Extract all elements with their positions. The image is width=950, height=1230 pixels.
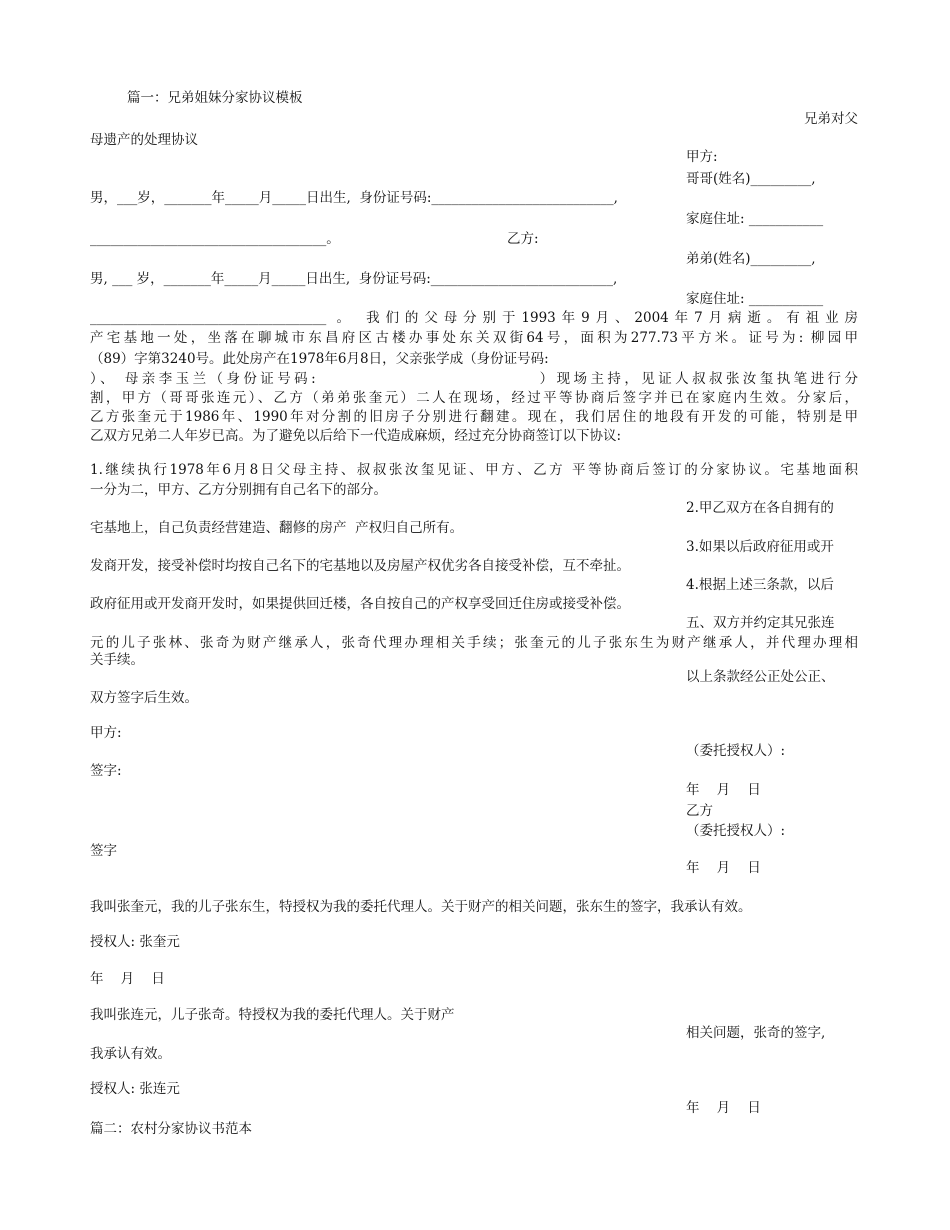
body-line-3: （89）字第3240号。此处房产在1978年6月8日，父亲张学成（身份证号码: (90, 351, 549, 367)
party-a-birth: 男，___岁，_______年_____月_____日出生, 身份证号码:___________________________, (90, 190, 618, 206)
party-a-address-a: 家庭住址: ___________ (686, 211, 824, 227)
authorization-1-signer: 授权人: 张奎元 (90, 934, 180, 950)
body-line-6: 乙方张奎元于1986年、1990年对分割的旧房子分别进行翻建。现在，我们居住的地段有开发的可能，特别是甲 (90, 409, 858, 425)
signature-party-b-date: 年 月 日 (686, 860, 761, 876)
clause-1-line-b: 一分为二，甲方、乙方分别拥有自己名下的部分。 (90, 482, 387, 498)
signature-party-a-date: 年 月 日 (686, 782, 761, 798)
section-title-2: 篇二：农村分家协议书范本 (90, 1121, 252, 1137)
signature-party-a-agent: （委托授权人）: (686, 743, 786, 759)
authorization-2-text-a: 我叫张连元，儿子张奇。特授权为我的委托代理人。关于财产 (90, 1007, 455, 1023)
signature-party-b-label: 乙方 (686, 803, 713, 819)
clause-2-line-a: 2.甲乙双方在各自拥有的 (686, 500, 834, 516)
party-b-name: 弟弟(姓名)_________, (686, 251, 816, 267)
body-line-4: ）、 母亲李玉兰（身份证号码: ）现场主持，见证人叔叔张汝玺执笔进行分 (90, 371, 858, 387)
clause-3-line-b: 发商开发，接受补偿时均按自己名下的宅基地以及房屋产权优劣各自接受补偿，互不牵扯。 (90, 558, 630, 574)
signature-party-b-sign: 签字 (90, 843, 117, 859)
clause-5-line-c: 关手续。 (90, 652, 144, 668)
closing-line-b: 双方签字后生效。 (90, 690, 198, 706)
intro-line-b: 母遗产的处理协议 (90, 132, 198, 148)
body-line-5: 割，甲方（哥哥张连元）、乙方（弟弟张奎元）二人在现场，经过平等协商后签字并已在家庭内生效。分家后， (90, 390, 858, 406)
party-b-label: 乙方: (507, 231, 539, 247)
authorization-2-signer: 授权人: 张连元 (90, 1081, 180, 1097)
body-line-2: 产宅基地一处，坐落在聊城市东昌府区古楼办事处东关双街64号，面积为277.73平方米。证号为: 柳园甲 (90, 330, 858, 346)
party-b-address-a: 家庭住址: ___________ (686, 291, 824, 307)
signature-party-a-sign: 签字: (90, 763, 122, 779)
authorization-2-text-b: 相关问题，张奇的签字, (686, 1025, 826, 1041)
party-a-name: 哥哥(姓名)_________, (686, 171, 816, 187)
clause-3-line-a: 3.如果以后政府征用或开 (686, 539, 834, 555)
signature-party-b-agent: （委托授权人）: (686, 823, 786, 839)
body-line-1: ___________________________________ 。 我们的父母分别于1993年9月、2004年7月病逝。有祖业房 (90, 310, 858, 326)
authorization-2-text-c: 我承认有效。 (90, 1046, 171, 1062)
clause-2-line-b: 宅基地上，自己负责经营建造、翻修的房产 产权归自己所有。 (90, 520, 464, 536)
authorization-2-date: 年 月 日 (686, 1100, 761, 1116)
closing-line-a: 以上条款经公正处公正、 (686, 669, 835, 685)
party-a-label: 甲方: (686, 149, 718, 165)
clause-4-line-b: 政府征用或开发商开发时，如果提供回迁楼，各自按自己的产权享受回迁住房或接受补偿。 (90, 596, 630, 612)
authorization-1-date: 年 月 日 (90, 971, 165, 987)
signature-party-a-label: 甲方: (90, 725, 122, 741)
intro-line-a: 兄弟对父 (804, 111, 858, 127)
clause-5-line-a: 五、双方并约定其兄张连 (686, 615, 835, 631)
authorization-1-text: 我叫张奎元，我的儿子张东生，特授权为我的委托代理人。关于财产的相关问题，张东生的签字，我承认有效。 (90, 899, 752, 915)
clause-5-line-b: 元的儿子张林、张奇为财产继承人，张奇代理办理相关手续；张奎元的儿子张东生为财产继承人，并代理办理相 (90, 635, 858, 651)
party-a-address-b: ___________________________________。 (90, 231, 340, 247)
party-b-birth: 男, ___ 岁，_______年_____月_____日出生, 身份证号码:___________________________, (90, 271, 618, 287)
clause-4-line-a: 4.根据上述三条款，以后 (686, 577, 834, 593)
clause-1-line-a: 1.继续执行1978年6月8日父母主持、叔叔张汝玺见证、甲方、乙方 平等协商后签订的分家协议。宅基地面积 (90, 462, 858, 478)
section-title-1: 篇一：兄弟姐妹分家协议模板 (127, 90, 303, 106)
body-line-7: 乙双方兄弟二人年岁已高。为了避免以后给下一代造成麻烦，经过充分协商签订以下协议: (90, 428, 622, 444)
